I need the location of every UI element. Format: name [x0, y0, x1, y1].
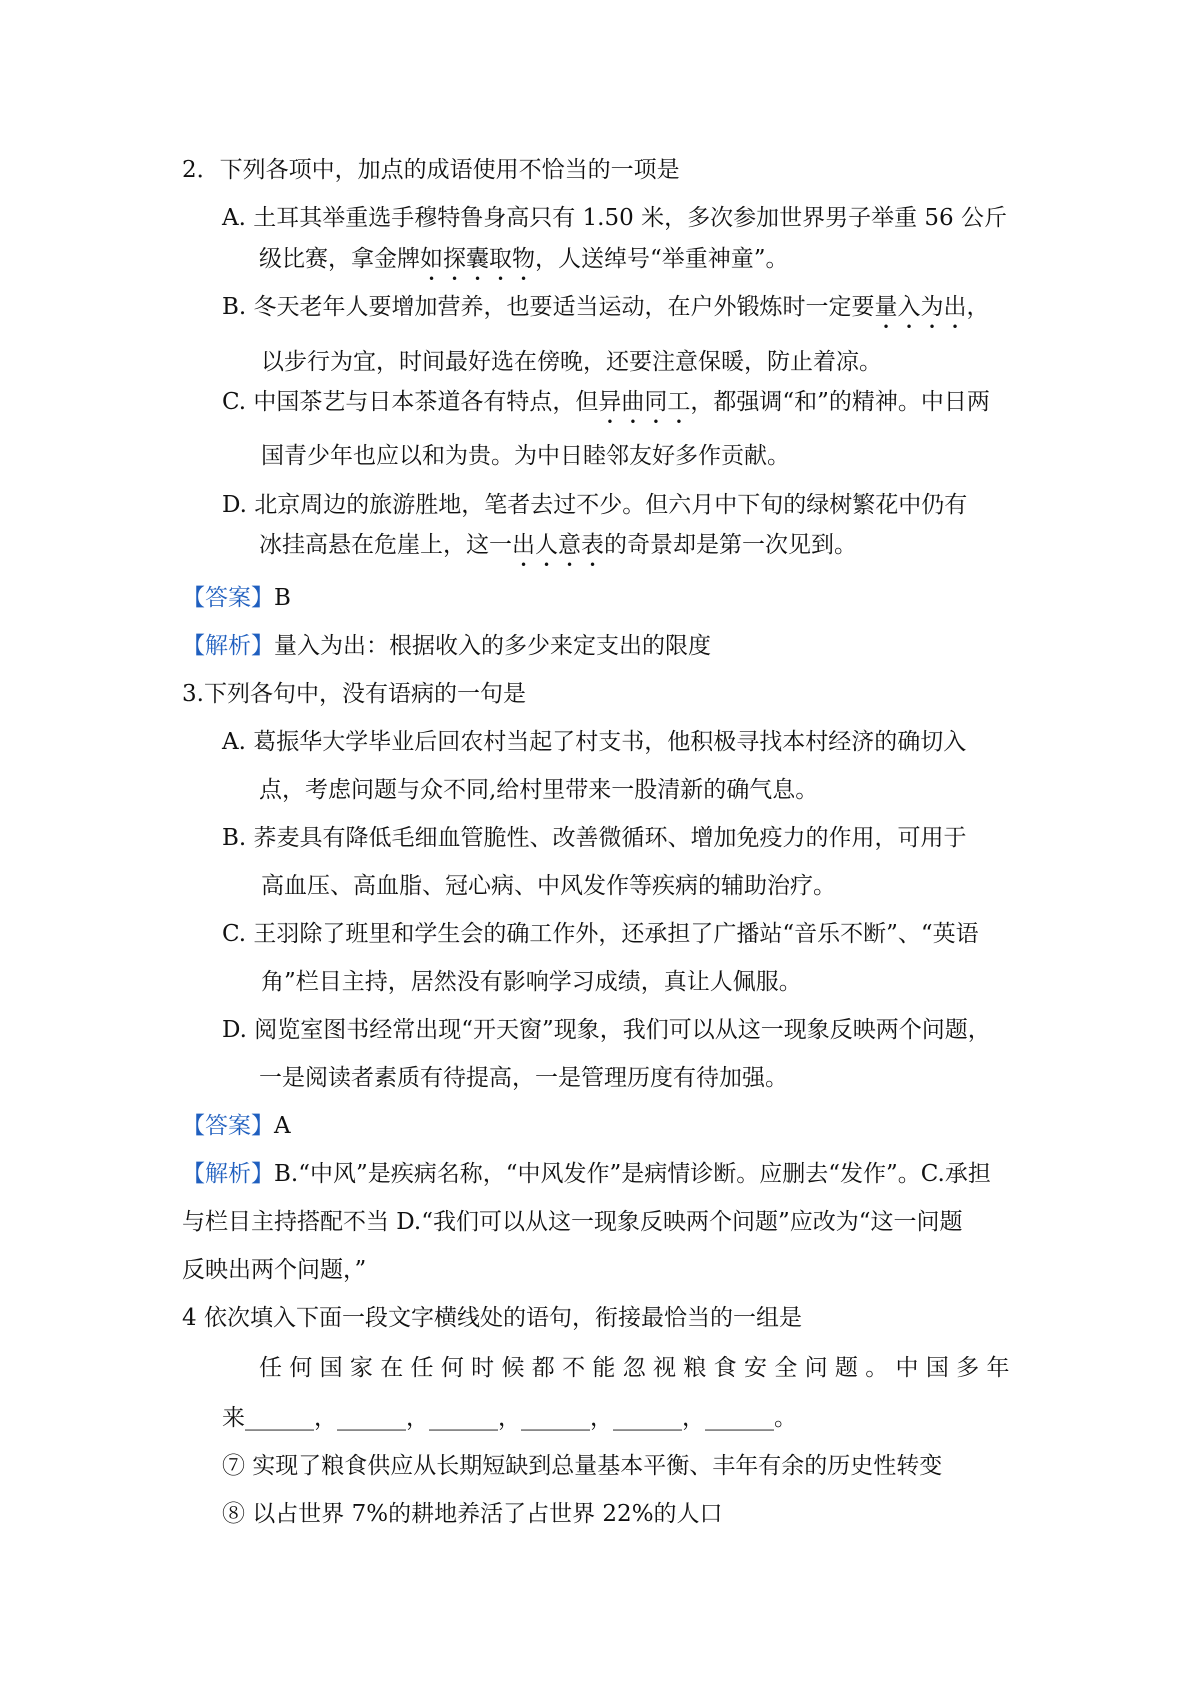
answer-value: B [274, 585, 291, 611]
q2-c-text-end: ，都强调“和”的精神。中日两 [690, 389, 990, 415]
q2-option-b-line1 [222, 292, 990, 334]
q2-option-a-line2 [259, 244, 789, 286]
q4-passage-line1: 任 何 国 家 在 任 何 时 候 都 不 能 忽 视 粮 食 安 全 问 题 。 中 国 多 年 [259, 1355, 1010, 1381]
q2-d-text-end: 的奇景却是第一次见到。 [604, 532, 857, 558]
q4-option-8: ⑧ 以占世界 7%的耕地养活了占世界 22%的人口 [222, 1501, 723, 1527]
q3-analysis-line3: 反映出两个问题，” [182, 1257, 367, 1283]
q2-b-text-end: ， [966, 294, 990, 320]
q3-option-b-line2: 高血压、高血脂、冠心病、中风发作等疾病的辅助治疗。 [261, 873, 836, 899]
q2-option-b-line2: 以步行为宜，时间最好选在傍晚，还要注意保暖，防止着凉。 [261, 349, 882, 375]
q3-stem: 3.下列各句中，没有语病的一句是 [182, 681, 526, 707]
q2-analysis [182, 631, 711, 661]
q2-option-d-line2 [259, 530, 857, 572]
q2-option-c-line2: 国青少年也应以和为贵。为中日睦邻友好多作贡献。 [261, 443, 790, 469]
q2-option-c-line1 [222, 387, 990, 429]
q2-answer [182, 583, 291, 613]
q4-stem: 4 依次填入下面一段文字横线处的语句，衔接最恰当的一组是 [182, 1305, 802, 1331]
q2-b-dotted-idiom: 量入为出 [874, 294, 967, 320]
q2-d-text: 冰挂高悬在危崖上，这一 [259, 532, 512, 558]
q3-option-b-line1: B. 荞麦具有降低毛细血管脆性、改善微循环、增加免疫力的作用，可用于 [222, 825, 967, 851]
answer-value: A [274, 1113, 291, 1139]
q2-c-text: C. 中国茶艺与日本茶道各有特点，但 [222, 389, 599, 415]
answer-tag: 【答案】 [182, 1113, 274, 1139]
q2-stem: 2．下列各项中，加点的成语使用不恰当的一项是 [182, 157, 680, 183]
answer-tag: 【答案】 [182, 585, 274, 611]
q3-option-d-line2: 一是阅读者素质有待提高，一是管理历度有待加强。 [259, 1065, 788, 1091]
q3-answer [182, 1111, 291, 1141]
q2-option-a-line1: A. 土耳其举重选手穆特鲁身高只有 1.50 米，多次参加世界男子举重 56 公斤 [222, 205, 1007, 231]
q3-option-d-line1: D. 阅览室图书经常出现“开天窗”现象，我们可以从这一现象反映两个问题， [222, 1017, 991, 1043]
q2-a-text-end: ，人送绰号“举重神童”。 [535, 246, 789, 272]
q2-d-dotted-idiom: 出人意表 [512, 532, 604, 558]
analysis-text: B.“中风”是疾病名称，“中风发作”是病情诊断。应删去“发作”。C.承担 [274, 1161, 991, 1187]
q3-option-c-line1: C. 王羽除了班里和学生会的确工作外，还承担了广播站“音乐不断”、“英语 [222, 921, 979, 947]
analysis-text: 量入为出：根据收入的多少来定支出的限度 [274, 633, 711, 659]
analysis-tag: 【解析】 [182, 1161, 274, 1187]
q3-analysis-line1 [182, 1159, 991, 1189]
q2-c-dotted-idiom: 异曲同工 [598, 389, 691, 415]
q3-option-a-line1: A. 葛振华大学毕业后回农村当起了村支书，他积极寻找本村经济的确切入 [222, 729, 967, 755]
q2-a-dotted-idiom: 如探囊取物 [420, 246, 535, 272]
q4-passage-line2: 来______，______，______，______，______，______。 [222, 1405, 797, 1431]
q3-option-c-line2: 角”栏目主持，居然没有影响学习成绩，真让人佩服。 [261, 969, 802, 995]
q2-a-text: 级比赛，拿金牌 [259, 246, 420, 272]
analysis-tag: 【解析】 [182, 633, 274, 659]
q3-analysis-line2: 与栏目主持搭配不当 D.“我们可以从这一现象反映两个问题”应改为“这一问题 [182, 1209, 963, 1235]
q2-b-text: B. 冬天老年人要增加营养，也要适当运动，在户外锻炼时一定要 [222, 294, 875, 320]
q4-option-7: ⑦ 实现了粮食供应从长期短缺到总量基本平衡、丰年有余的历史性转变 [222, 1453, 943, 1479]
q3-option-a-line2: 点，考虑问题与众不同,给村里带来一股清新的确气息。 [259, 777, 819, 803]
q2-option-d-line1: D. 北京周边的旅游胜地，笔者去过不少。但六月中下旬的绿树繁花中仍有 [222, 492, 968, 518]
